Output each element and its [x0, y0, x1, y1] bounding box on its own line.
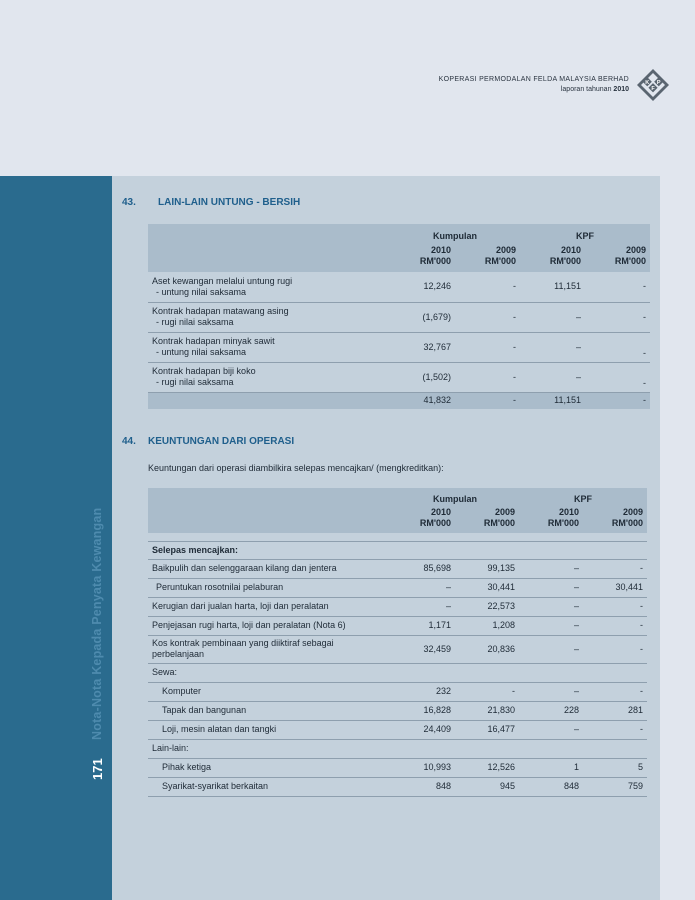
row-label: Kos kontrak pembinaan yang diiktiraf sebagai perbelanjaan — [148, 635, 391, 663]
cell-value: – — [519, 616, 583, 635]
cell-value: 30,441 — [455, 578, 519, 597]
cell-value: (1,502) — [390, 362, 455, 392]
cell-value: – — [520, 362, 585, 392]
row-label: Kontrak hadapan biji koko - rugi nilai saksama — [148, 362, 390, 392]
col-year: 2009 — [585, 245, 650, 256]
table-row — [148, 272, 650, 302]
section-44-intro: Keuntungan dari operasi diambilkira selepas mencajkan/ (mengkreditkan): — [148, 463, 444, 473]
cell-value: - — [455, 682, 519, 701]
row-label: Peruntukan rosotnilai pelaburan — [148, 578, 391, 597]
cell-value: – — [391, 597, 455, 616]
table-row — [148, 302, 650, 332]
col-year: 2010 — [520, 245, 585, 256]
table-row — [148, 362, 650, 392]
col-year: 2009 — [583, 507, 647, 518]
group-header-kumpulan: Kumpulan — [391, 488, 519, 507]
cell-value: 11,151 — [520, 272, 585, 302]
cell-value: 16,828 — [391, 701, 455, 720]
cell-value: - — [583, 559, 647, 578]
cell-value: 5 — [583, 758, 647, 777]
cell-value: - — [583, 597, 647, 616]
total-value: 41,832 — [390, 392, 455, 409]
table-row — [148, 777, 647, 796]
cell-value: 1,208 — [455, 616, 519, 635]
row-label: Tapak dan bangunan — [148, 701, 391, 720]
cell-value: - — [585, 332, 650, 362]
cell-value: – — [520, 302, 585, 332]
cell-value: 759 — [583, 777, 647, 796]
report-label-line — [439, 85, 629, 95]
total-row — [148, 392, 650, 409]
subheading-row — [148, 739, 647, 758]
table-lain-lain-untung — [148, 224, 650, 409]
cell-value: - — [583, 616, 647, 635]
cell-value: – — [519, 635, 583, 663]
cell-value: - — [583, 635, 647, 663]
subheading-selepas: Selepas mencajkan: — [148, 541, 647, 559]
section-44-title: KEUNTUNGAN DARI OPERASI — [148, 436, 295, 447]
cell-value: – — [519, 578, 583, 597]
section-44-number: 44. — [122, 436, 136, 447]
cell-value: – — [519, 559, 583, 578]
col-year: 2010 — [390, 245, 455, 256]
org-name: KOPERASI PERMODALAN FELDA MALAYSIA BERHAD — [438, 76, 629, 83]
group-header-kpf: KPF — [520, 224, 650, 245]
logo-letter-f: F — [651, 86, 655, 92]
table-row — [148, 597, 647, 616]
section-43-title: LAIN-LAIN UNTUNG - BERSIH — [158, 197, 301, 208]
table-row — [148, 758, 647, 777]
logo-letter-k: K — [645, 80, 650, 86]
col-unit: RM'000 — [455, 518, 519, 533]
table-row — [148, 559, 647, 578]
cell-value: 945 — [455, 777, 519, 796]
table-row — [148, 720, 647, 739]
col-unit: RM'000 — [519, 518, 583, 533]
row-label: Kontrak hadapan matawang asing - rugi nilai saksama — [148, 302, 390, 332]
cell-value: 1,171 — [391, 616, 455, 635]
table-row — [148, 616, 647, 635]
cell-value: 30,441 — [583, 578, 647, 597]
cell-value: 1 — [519, 758, 583, 777]
report-label: laporan tahunan — [560, 85, 612, 93]
logo-letter-p: P — [656, 80, 661, 86]
cell-value: - — [455, 302, 520, 332]
cell-value: - — [585, 362, 650, 392]
row-label: Pihak ketiga — [148, 758, 391, 777]
cell-value: 85,698 — [391, 559, 455, 578]
cell-value: 21,830 — [455, 701, 519, 720]
group-header-kumpulan: Kumpulan — [390, 224, 520, 245]
row-label: Syarikat-syarikat berkaitan — [148, 777, 391, 796]
cell-value: - — [455, 362, 520, 392]
row-label: Kerugian dari jualan harta, loji dan peralatan — [148, 597, 391, 616]
col-year: 2009 — [455, 245, 520, 256]
table-row — [148, 682, 647, 701]
report-year: 2010 — [613, 85, 629, 93]
total-value: 11,151 — [520, 392, 585, 409]
cell-value: - — [583, 682, 647, 701]
cell-value: 16,477 — [455, 720, 519, 739]
col-year: 2010 — [391, 507, 455, 518]
col-unit: RM'000 — [520, 256, 585, 272]
cell-value: - — [585, 302, 650, 332]
right-margin — [660, 176, 695, 900]
cell-value: – — [520, 332, 585, 362]
cell-value: (1,679) — [390, 302, 455, 332]
cell-value: – — [519, 682, 583, 701]
cell-value: 32,767 — [390, 332, 455, 362]
cell-value: 24,409 — [391, 720, 455, 739]
table-row — [148, 701, 647, 720]
cell-value: 22,573 — [455, 597, 519, 616]
cell-value: 228 — [519, 701, 583, 720]
cell-value: 10,993 — [391, 758, 455, 777]
cell-value: 232 — [391, 682, 455, 701]
cell-value: 848 — [519, 777, 583, 796]
col-unit: RM'000 — [583, 518, 647, 533]
row-label: Baikpulih dan selenggaraan kilang dan jentera — [148, 559, 391, 578]
cell-value: 12,526 — [455, 758, 519, 777]
col-unit: RM'000 — [391, 518, 455, 533]
page-number: 171 — [90, 758, 105, 780]
cell-value: 281 — [583, 701, 647, 720]
section-43-number: 43. — [122, 197, 136, 208]
subheading-lain-lain: Lain-lain: — [148, 739, 647, 758]
total-value: - — [585, 392, 650, 409]
table-row — [148, 332, 650, 362]
cell-value: – — [391, 578, 455, 597]
cell-value: - — [583, 720, 647, 739]
cell-value: 32,459 — [391, 635, 455, 663]
total-value: - — [455, 392, 520, 409]
cell-value: 99,135 — [455, 559, 519, 578]
subheading-row — [148, 541, 647, 559]
col-unit: RM'000 — [585, 256, 650, 272]
group-header-kpf: KPF — [519, 488, 647, 507]
cell-value: - — [455, 332, 520, 362]
cell-value: 848 — [391, 777, 455, 796]
cell-value: - — [455, 272, 520, 302]
cell-value: – — [519, 597, 583, 616]
kpf-logo-icon — [636, 68, 670, 102]
cell-value: – — [519, 720, 583, 739]
sidebar-title: Nota-Nota Kepada Penyata Kewangan — [90, 507, 104, 740]
subheading-row — [148, 663, 647, 682]
row-label: Aset kewangan melalui untung rugi - untung nilai saksama — [148, 272, 390, 302]
cell-value: 12,246 — [390, 272, 455, 302]
table-row — [148, 635, 647, 663]
row-label: Penjejasan rugi harta, loji dan peralatan (Nota 6) — [148, 616, 391, 635]
row-label: Komputer — [148, 682, 391, 701]
row-label: Kontrak hadapan minyak sawit - untung nilai saksama — [148, 332, 390, 362]
col-unit: RM'000 — [390, 256, 455, 272]
subheading-sewa: Sewa: — [148, 663, 647, 682]
cell-value: - — [585, 272, 650, 302]
report-header-text — [439, 75, 629, 94]
col-unit: RM'000 — [455, 256, 520, 272]
row-label: Loji, mesin alatan dan tangki — [148, 720, 391, 739]
table-keuntungan-operasi — [148, 488, 647, 797]
col-year: 2010 — [519, 507, 583, 518]
table-row — [148, 578, 647, 597]
col-year: 2009 — [455, 507, 519, 518]
cell-value: 20,836 — [455, 635, 519, 663]
